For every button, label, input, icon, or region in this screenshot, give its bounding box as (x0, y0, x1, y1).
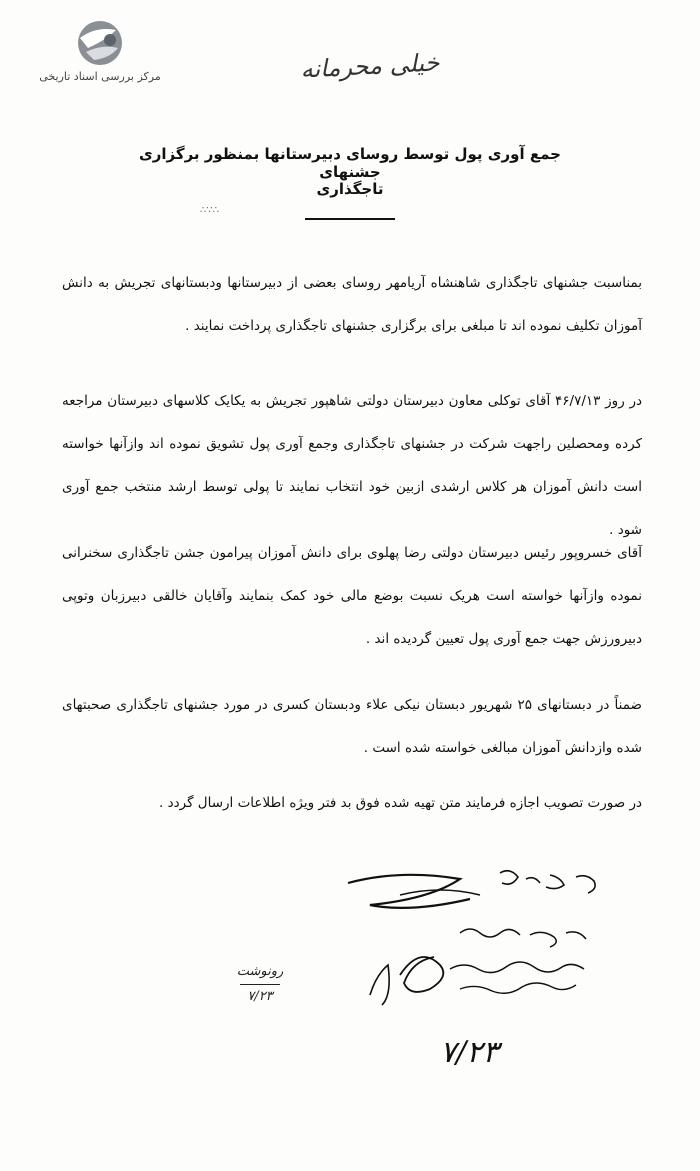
title-underline (305, 218, 395, 220)
paragraph-4: ضمناً در دبستانهای ۲۵ شهریور دبستان نیکی علاء ودبستان کسری در مورد جشنهای تاجگذاری صحبتهای شده وازدانش آموزان مبالغی خواسته شده است . (62, 697, 642, 756)
faint-mark: ∴∵∴ (200, 205, 220, 216)
archive-emblem-icon (66, 18, 134, 68)
classification-stamp: خیلی محرمانه (299, 48, 441, 84)
paragraph-2: در روز ۴۶/۷/۱۳ آقای توکلی معاون دبیرستان دولتی شاهپور تجریش به یکایک کلاسهای دبیرستان مراجعه کرده ومحصلین راجهت شرکت در جشنهای تاجگذاری وجمع آوری پول تشویق نموده اند وازآنها خواسته است دانش آموزان هر کلاس ارشدی ازبین خود انتخاب نمایند تا پولی توسط ارشد منتخب جمع آوری شود . (62, 393, 643, 538)
paragraph-5: در صورت تصویب اجازه فرمایند متن تهیه شده فوق بد فتر ویژه اطلاعات ارسال گردد . (159, 795, 642, 811)
document-title-line-2: تاجگذاری (316, 180, 384, 198)
handwritten-signature-block (340, 865, 640, 1025)
handwritten-note-left (230, 962, 290, 1007)
handwritten-bottom-number: ۷/۲۳ (440, 1035, 499, 1070)
document-title-line-1: جمع آوری پول توسط روسای دبیرستانها بمنظور برگزاری جشنهای (139, 145, 561, 181)
paragraph-1: بمناسبت جشنهای تاجگذاری شاهنشاه آریامهر روسای بعضی از دبیرستانها ودبستانهای تجریش به دانش آموزان تکلیف نموده اند تا مبلغی برای برگزاری جشنهای تاجگذاری پرداخت نمایند . (62, 275, 642, 334)
archive-logo-text: مرکز بررسی اسناد تاریخی (39, 70, 161, 83)
archive-logo (30, 18, 170, 88)
paragraph-3: آقای خسروپور رئیس دبیرستان دولتی رضا پهلوی برای دانش آموزان پیرامون جشن تاجگذاری سخنرانی نموده وازآنها خواسته است هریک نسبت بوضع مالی خود کمک بنمایند وآقایان خالقی دبیرزبان وتوپی دبیرورزش جهت جمع آوری پول تعیین گردیده اند . (62, 545, 642, 647)
handwritten-note-divider (240, 984, 280, 985)
handwritten-note-date: ۷/۲۳ (247, 989, 273, 1004)
handwritten-note-text: رونوشت (236, 964, 284, 979)
